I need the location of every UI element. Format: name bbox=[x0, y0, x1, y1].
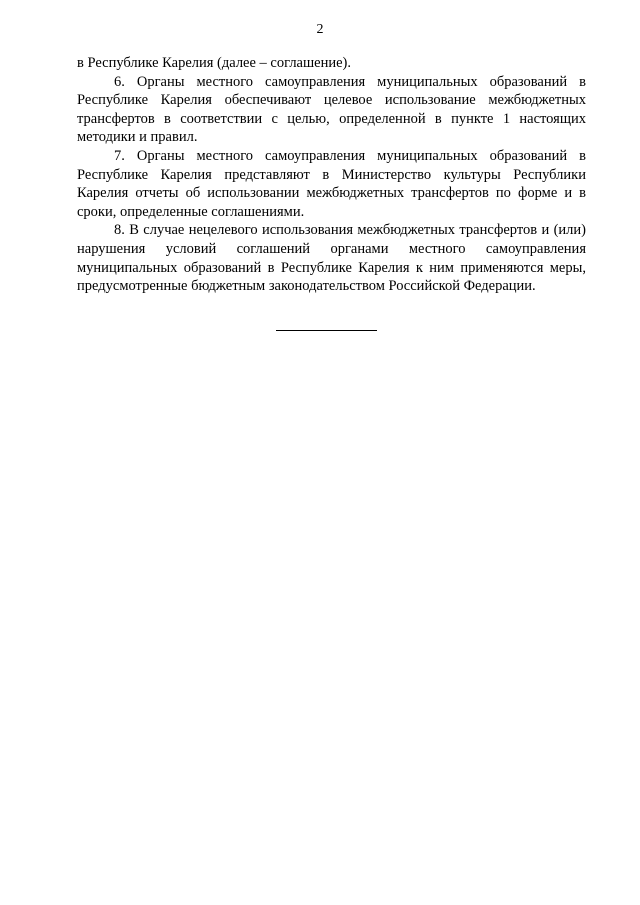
paragraph-item-6: 6. Органы местного самоуправления муниципальных образований в Республике Карелия обеспечивают целевое использование межбюджетных трансфертов в соответствии с целью, определенной в пункте 1 настоящих методики и правил. bbox=[77, 73, 586, 146]
paragraph-item-7: 7. Органы местного самоуправления муниципальных образований в Республике Карелия представляют в Министерство культуры Республики Карелия отчеты об использовании межбюджетных трансфертов по форме и в сроки, определенные соглашениями. bbox=[77, 147, 586, 220]
document-body bbox=[77, 54, 586, 296]
page-number: 2 bbox=[316, 22, 324, 37]
end-of-document-line bbox=[276, 330, 377, 331]
paragraph-continuation: в Республике Карелия (далее – соглашение). bbox=[77, 55, 351, 71]
paragraph-item-8: 8. В случае нецелевого использования межбюджетных трансфертов и (или) нарушения условий соглашений органами местного самоуправления муниципальных образований в Республике Карелия к ним применяются меры, предусмотренные бюджетным законодательством Российской Федерации. bbox=[77, 222, 586, 295]
